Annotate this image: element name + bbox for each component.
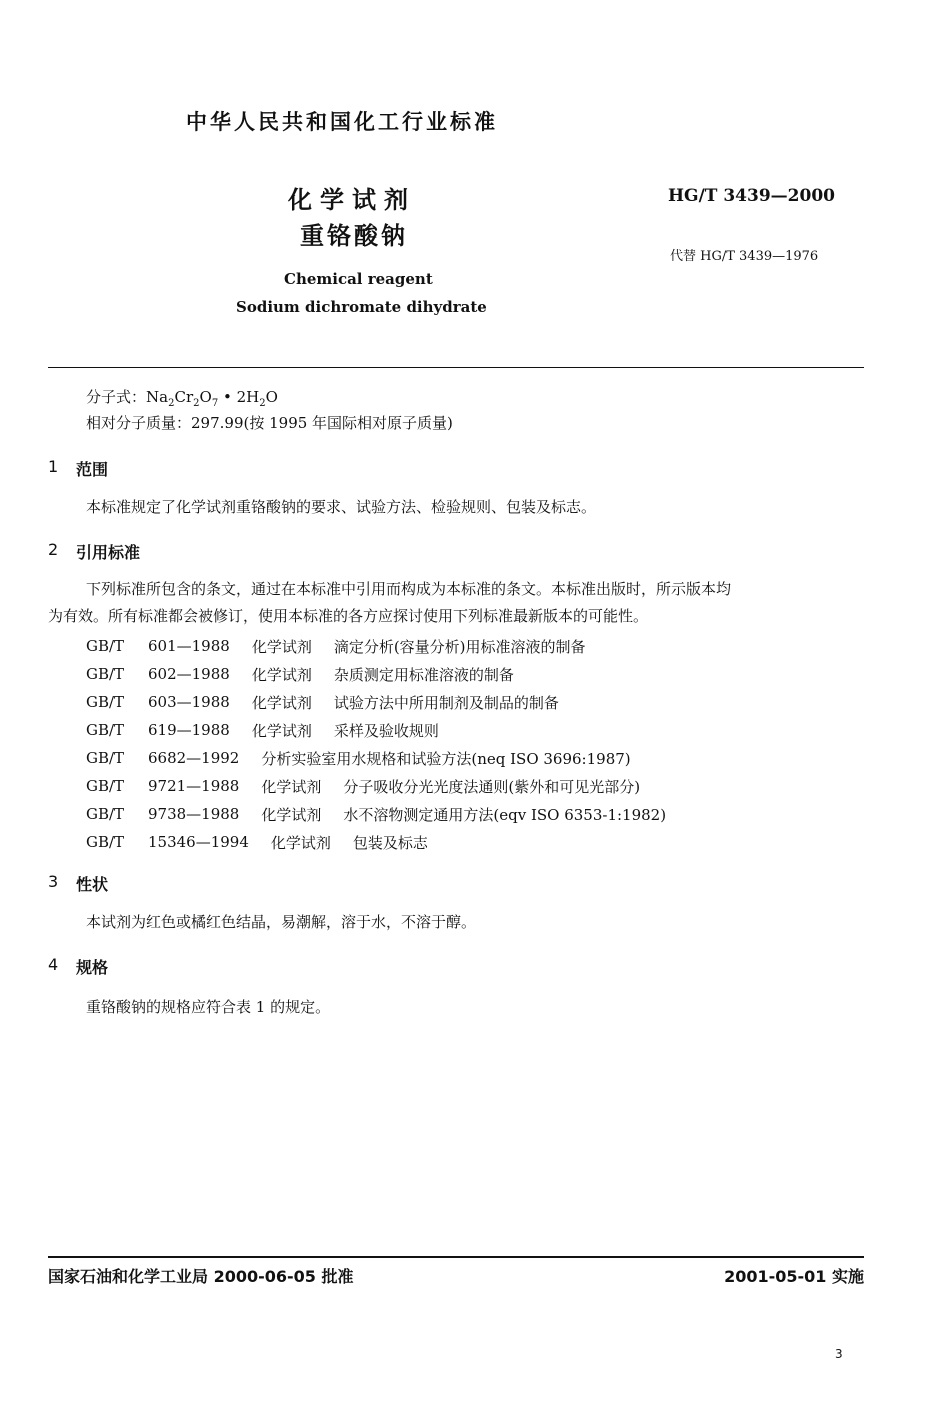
approval-info: 国家石油和化学工业局 2000-06-05 批准 <box>48 1267 354 1286</box>
section-4-text: 重铬酸钠的规格应符合表 1 的规定。 <box>86 998 331 1016</box>
page-number: 3 <box>835 1347 843 1361</box>
reference-category: 化学试剂 <box>251 637 312 656</box>
reference-standard-row <box>86 688 846 716</box>
reference-standard-row <box>86 828 846 856</box>
reference-number: 6682—1992 <box>148 749 240 767</box>
section-2-number: 2 <box>48 540 59 559</box>
formula-hydrate: • 2H <box>218 388 260 406</box>
reference-number: 602—1988 <box>148 665 230 683</box>
formula-na: Na <box>146 388 169 406</box>
molecular-mass: 相对分子质量：297.99(按 1995 年国际相对原子质量) <box>86 414 453 432</box>
reference-category: 化学试剂 <box>251 693 312 712</box>
section-4-title: 规格 <box>76 958 109 977</box>
molecular-formula <box>86 386 278 409</box>
reference-description: 包装及标志 <box>352 833 428 852</box>
section-3-title: 性状 <box>76 875 109 894</box>
title-en-line1: Chemical reagent <box>284 270 433 288</box>
section-2-text-line2: 为有效。所有标准都会被修订，使用本标准的各方应探讨使用下列标准最新版本的可能性。 <box>48 607 649 625</box>
reference-standard-row <box>86 744 846 772</box>
reference-description: 滴定分析(容量分析)用标准溶液的制备 <box>333 637 586 656</box>
section-1-text: 本标准规定了化学试剂重铬酸钠的要求、试验方法、检验规则、包装及标志。 <box>86 498 597 516</box>
referenced-standards-list <box>86 632 846 856</box>
reference-standard-row <box>86 660 846 688</box>
reference-number: 9738—1988 <box>148 805 240 823</box>
reference-category: 化学试剂 <box>270 833 331 852</box>
reference-description: 试验方法中所用制剂及制品的制备 <box>333 693 559 712</box>
section-3-number: 3 <box>48 872 59 891</box>
section-4-number: 4 <box>48 955 59 974</box>
formula-o2: O <box>265 388 278 406</box>
section-1-number: 1 <box>48 457 59 476</box>
reference-standard-row <box>86 800 846 828</box>
section-2-title: 引用标准 <box>76 543 141 562</box>
formula-na-sub: 2 <box>168 398 175 409</box>
reference-category: 化学试剂 <box>261 777 322 796</box>
reference-category: 化学试剂 <box>261 805 322 824</box>
title-en-line2: Sodium dichromate dihydrate <box>236 298 487 316</box>
reference-description: 分析实验室用水规格和试验方法(neq ISO 3696:1987) <box>261 749 631 768</box>
reference-prefix: GB/T <box>86 665 125 683</box>
reference-prefix: GB/T <box>86 805 125 823</box>
formula-cr: Cr <box>174 388 194 406</box>
reference-prefix: GB/T <box>86 777 125 795</box>
formula-cr-sub: 2 <box>193 398 200 409</box>
reference-standard-row <box>86 772 846 800</box>
section-2-text-line1: 下列标准所包含的条文，通过在本标准中引用而构成为本标准的条文。本标准出版时，所示版本均 <box>86 580 732 598</box>
formula-o-sub: 7 <box>211 398 219 409</box>
reference-category: 化学试剂 <box>251 665 312 684</box>
formula-h-sub: 2 <box>259 398 266 409</box>
reference-description: 采样及验收规则 <box>333 721 439 740</box>
section-3-text: 本试剂为红色或橘红色结晶，易潮解，溶于水，不溶于醇。 <box>86 913 477 931</box>
reference-prefix: GB/T <box>86 833 125 851</box>
replaces-standard: 代替 HG/T 3439—1976 <box>670 249 819 264</box>
effective-date: 2001-05-01 实施 <box>724 1267 864 1286</box>
reference-standard-row <box>86 632 846 660</box>
reference-prefix: GB/T <box>86 749 125 767</box>
section-1-title: 范围 <box>76 460 109 479</box>
standard-category-title: 中华人民共和国化工行业标准 <box>186 110 498 134</box>
title-cn-line1: 化学试剂 <box>288 186 416 214</box>
footer-divider <box>48 1256 864 1258</box>
formula-o: O <box>199 388 212 406</box>
reference-category: 化学试剂 <box>251 721 312 740</box>
reference-description: 杂质测定用标准溶液的制备 <box>333 665 514 684</box>
reference-number: 619—1988 <box>148 721 230 739</box>
reference-number: 9721—1988 <box>148 777 240 795</box>
formula-label: 分子式： <box>86 388 147 406</box>
header-divider <box>48 367 864 368</box>
title-cn-line2: 重铬酸钠 <box>300 222 408 250</box>
reference-standard-row <box>86 716 846 744</box>
reference-prefix: GB/T <box>86 721 125 739</box>
standard-number: HG/T 3439—2000 <box>668 186 835 206</box>
reference-number: 601—1988 <box>148 637 230 655</box>
reference-prefix: GB/T <box>86 637 125 655</box>
reference-number: 603—1988 <box>148 693 230 711</box>
reference-description: 分子吸收分光光度法通则(紫外和可见光部分) <box>343 777 641 796</box>
reference-prefix: GB/T <box>86 693 125 711</box>
reference-description: 水不溶物测定通用方法(eqv ISO 6353-1:1982) <box>343 805 667 824</box>
reference-number: 15346—1994 <box>148 833 249 851</box>
